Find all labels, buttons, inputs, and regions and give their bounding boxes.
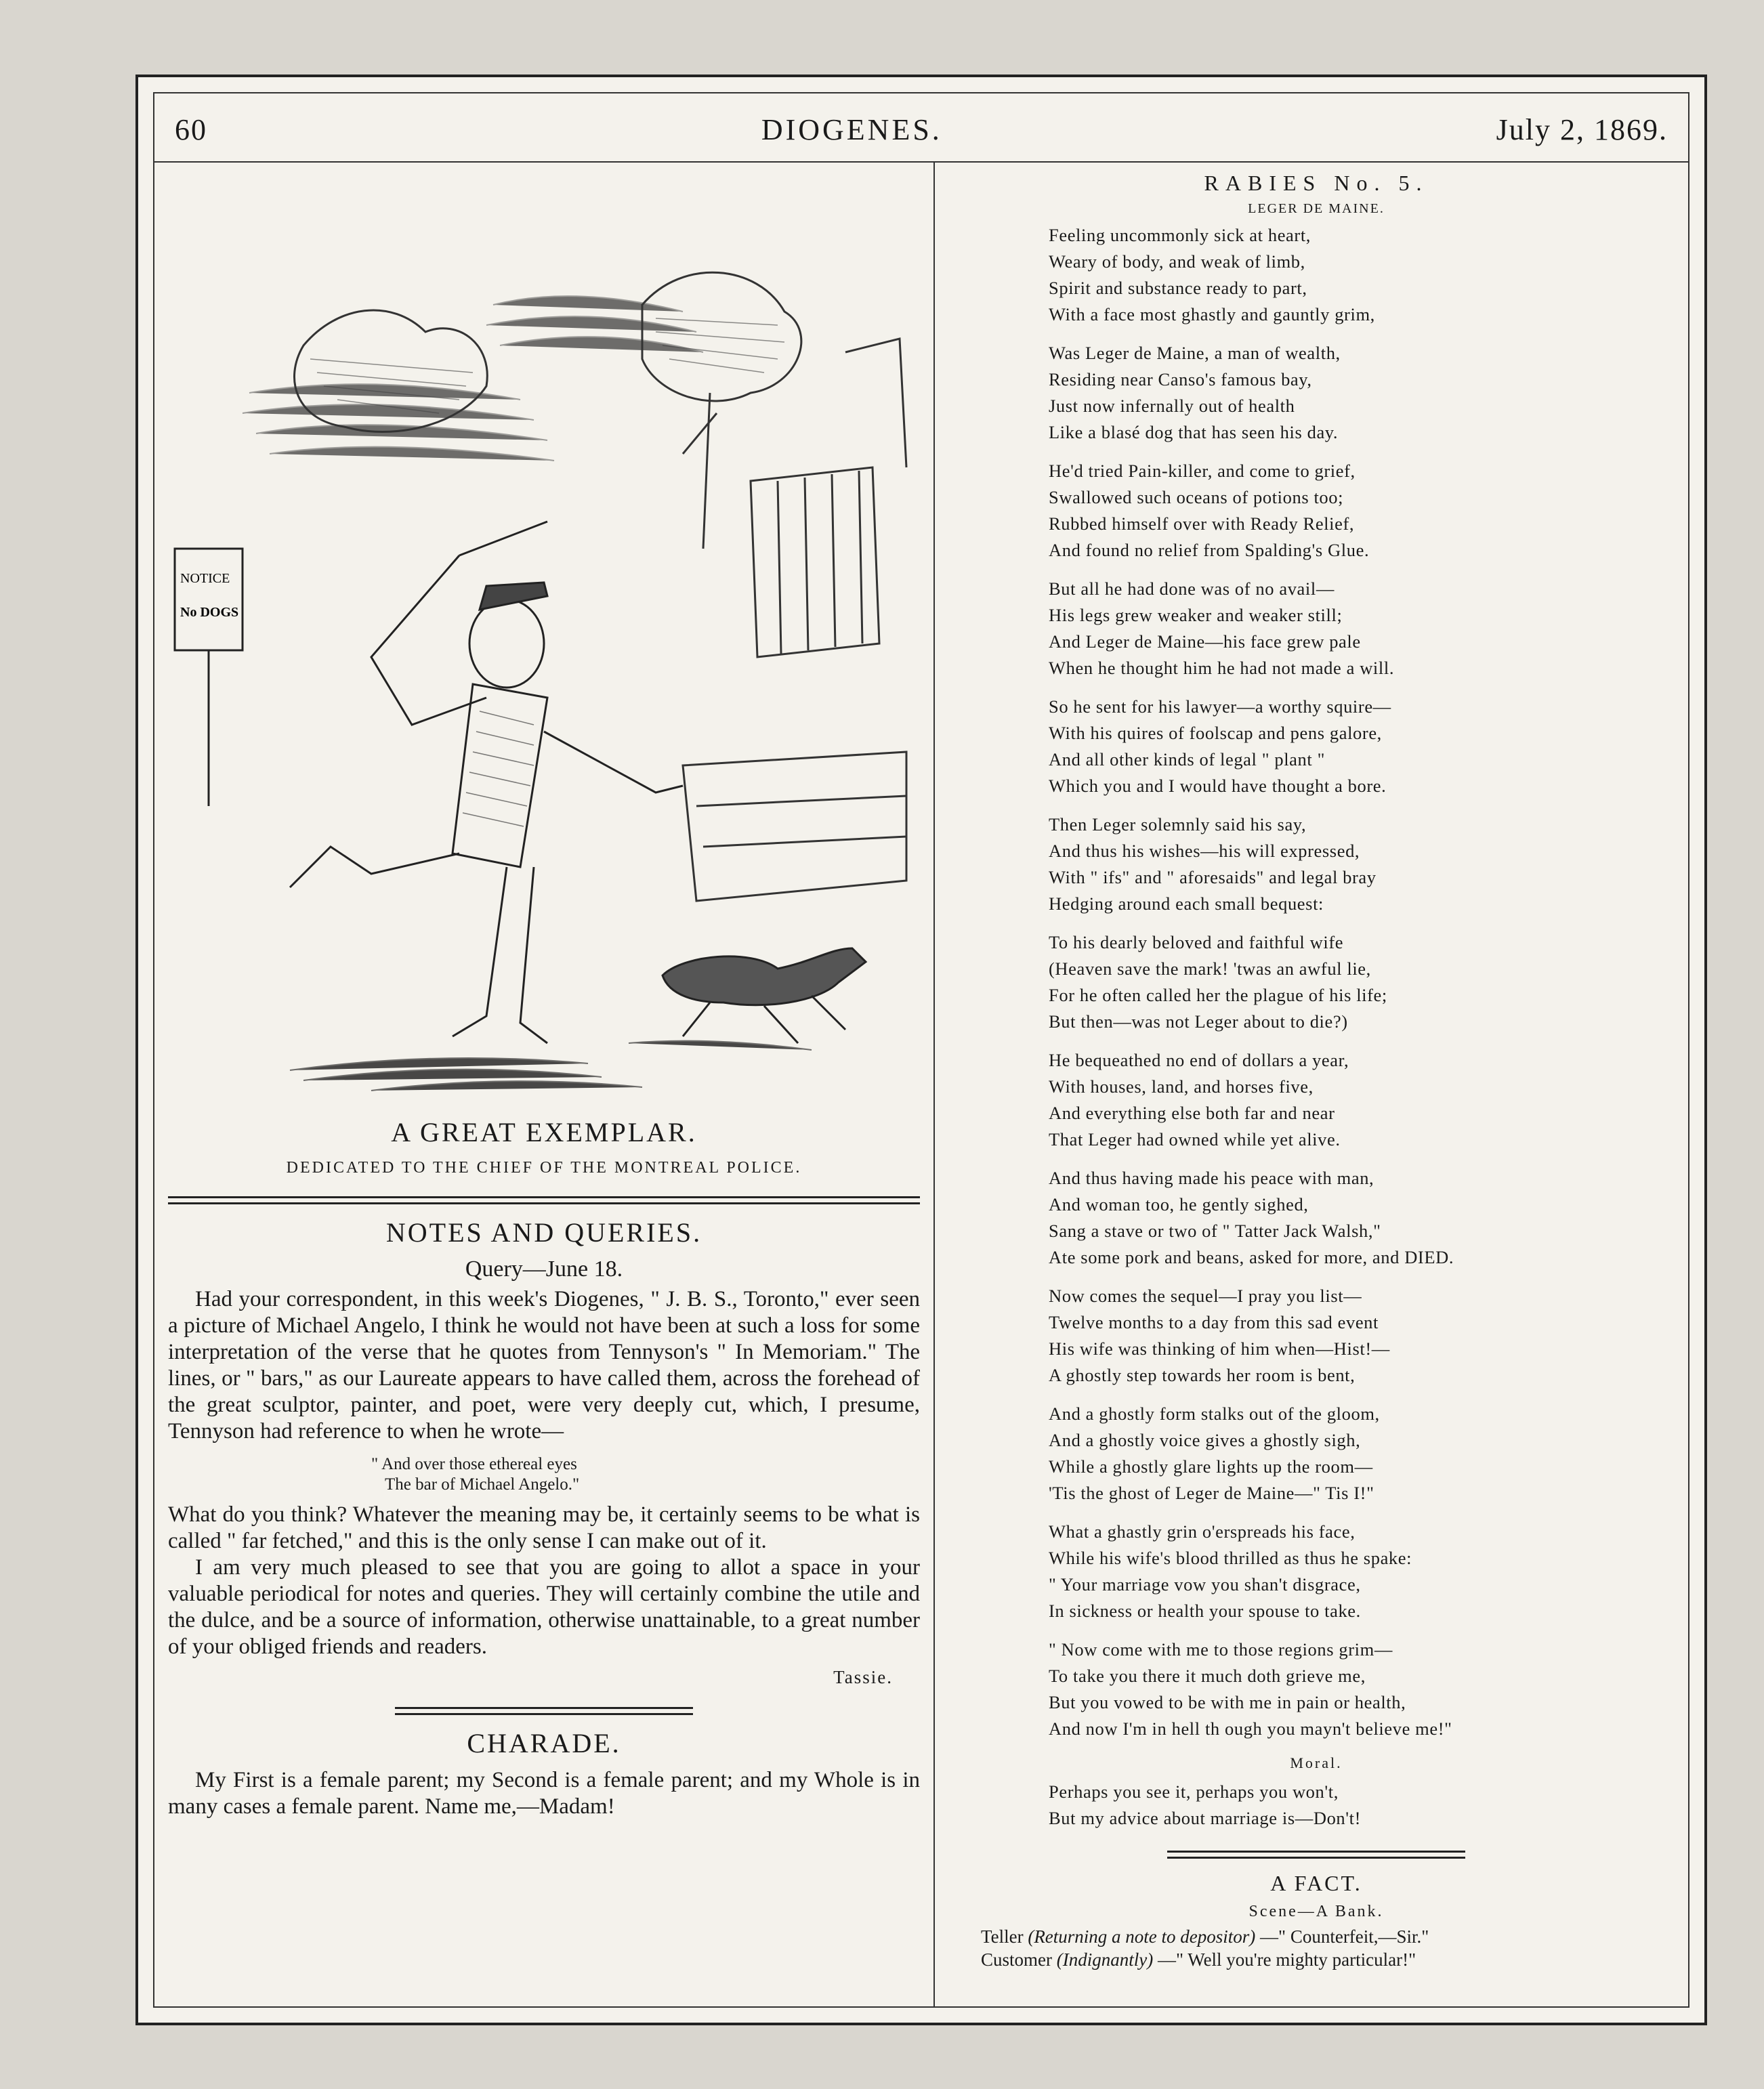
poem-line: And a ghostly form stalks out of the gloom, xyxy=(1049,1404,1380,1424)
speech: —" Counterfeit,—Sir." xyxy=(1260,1926,1429,1947)
poem-line: To take you there it much doth grieve me, xyxy=(1049,1666,1366,1686)
poem-line: A ghostly step towards her room is bent, xyxy=(1049,1365,1356,1385)
poem-line: But all he had done was of no avail— xyxy=(1049,578,1335,599)
poem-line: Now comes the sequel—I pray you list— xyxy=(1049,1286,1362,1306)
poem-line: What a ghastly grin o'erspreads his face, xyxy=(1049,1521,1356,1542)
notes-title: NOTES AND QUERIES. xyxy=(385,1217,702,1248)
poem-stanza xyxy=(1049,1401,1679,1506)
poem-line: He'd tried Pain-killer, and come to grief, xyxy=(1049,461,1356,481)
speech: —" Well you're mighty particular!" xyxy=(1157,1949,1416,1970)
poem-stanzas xyxy=(954,222,1679,1742)
poem-line: Perhaps you see it, perhaps you won't, xyxy=(1049,1781,1339,1802)
poem-line: " Your marriage vow you shan't disgrace, xyxy=(1049,1574,1361,1595)
poem-line: So he sent for his lawyer—a worthy squire— xyxy=(1049,696,1391,717)
poem-line: For he often called her the plague of his life; xyxy=(1049,985,1387,1005)
fact-line xyxy=(981,1948,1679,1971)
poem-stanza xyxy=(1049,1519,1679,1624)
fact-title: A FACT. xyxy=(1270,1871,1362,1895)
poem-line: Ate some pork and beans, asked for more, and DIED. xyxy=(1049,1247,1454,1267)
poem-line: Weary of body, and weak of limb, xyxy=(1049,251,1305,272)
page-header xyxy=(175,106,1668,153)
poem-line: His legs grew weaker and weaker still; xyxy=(1049,605,1343,625)
poem-line: Rubbed himself over with Ready Relief, xyxy=(1049,513,1355,534)
masthead-title: DIOGENES. xyxy=(761,112,942,146)
issue-date: July 2, 1869. xyxy=(1496,112,1668,146)
poem-line: With his quires of foolscap and pens galore, xyxy=(1049,723,1382,743)
poem-line: Was Leger de Maine, a man of wealth, xyxy=(1049,343,1341,363)
notes-paragraph: Had your correspondent, in this week's Diogenes, " J. B. S., Toronto," ever seen a picture of Michael Angelo, I think he would not have been at such a loss for some interpretation of the verse that he quotes from Tennyson's " In Memoriam." The lines, or " bars," as our Laureate appears to have called them, across the forehead of the great sculptor, painter, and poet, were very deeply cut, which, I presume, Tennyson had reference to when he wrote— xyxy=(168,1287,920,1443)
poem-stanza xyxy=(1049,340,1679,446)
poem-line: Just now infernally out of health xyxy=(1049,396,1295,416)
charade-title: CHARADE. xyxy=(467,1728,621,1758)
poem-line: Like a blasé dog that has seen his day. xyxy=(1049,422,1339,442)
poem-line: But my advice about marriage is—Don't! xyxy=(1049,1808,1362,1828)
left-column xyxy=(168,169,920,1820)
svg-text:No DOGS: No DOGS xyxy=(180,605,239,620)
poem-line: But you vowed to be with me in pain or health, xyxy=(1049,1692,1406,1712)
poem-line: In sickness or health your spouse to take. xyxy=(1049,1601,1361,1621)
speaker: Customer xyxy=(981,1949,1052,1970)
notes-body xyxy=(168,1286,920,1660)
poem-line: Residing near Canso's famous bay, xyxy=(1049,369,1312,389)
poem-line: While a ghostly glare lights up the room— xyxy=(1049,1456,1373,1477)
poem-line: His wife was thinking of him when—Hist!— xyxy=(1049,1338,1390,1359)
poem-stanza xyxy=(1049,694,1679,799)
poem-line: And thus his wishes—his will expressed, xyxy=(1049,841,1360,861)
header-rule xyxy=(154,161,1688,163)
poem-line: That Leger had owned while yet alive. xyxy=(1049,1129,1341,1149)
speaker: Teller xyxy=(981,1926,1024,1947)
notes-paragraph: I am very much pleased to see that you are going to allot a space in your valuable periodical for notes and queries. They will certainly combine the utile and the dulce, and be a source of information, otherwise unattainable, to a great number of your obliged friends and readers. xyxy=(168,1555,920,1659)
newspaper-page xyxy=(135,75,1707,2025)
poem-line: " Now come with me to those regions grim— xyxy=(1049,1639,1393,1660)
poem-stanza xyxy=(1049,929,1679,1035)
page-frame xyxy=(153,92,1689,2008)
poem-stanza xyxy=(1049,458,1679,564)
query-heading: Query—June 18. xyxy=(465,1257,623,1282)
poem-line: With houses, land, and horses five, xyxy=(1049,1076,1314,1097)
quote-line: The bar of Michael Angelo." xyxy=(385,1475,580,1494)
stage-direction: (Indignantly) xyxy=(1056,1949,1154,1970)
poem-title: RABIES No. 5. xyxy=(1204,171,1429,195)
poem-line: But then—was not Leger about to die?) xyxy=(1049,1011,1348,1032)
quote-line: " And over those ethereal eyes xyxy=(371,1455,577,1473)
quoted-verse xyxy=(371,1454,920,1495)
poem-line: And found no relief from Spalding's Glue. xyxy=(1049,540,1370,560)
notice-sign-text: NOTICE xyxy=(180,571,230,586)
poem-stanza xyxy=(1049,1165,1679,1271)
poem-stanza xyxy=(1049,1637,1679,1742)
poem-line: Hedging around each small bequest: xyxy=(1049,893,1324,914)
poem-line: And a ghostly voice gives a ghostly sigh, xyxy=(1049,1430,1361,1450)
poem-line: Twelve months to a day from this sad event xyxy=(1049,1312,1379,1332)
poem-line: And thus having made his peace with man, xyxy=(1049,1168,1374,1188)
poem-subtitle: LEGER DE MAINE. xyxy=(1248,201,1385,216)
right-column xyxy=(954,169,1679,1971)
poem-stanza xyxy=(1049,1047,1679,1153)
section-divider xyxy=(168,1196,920,1204)
illustration-caption: A GREAT EXEMPLAR. xyxy=(391,1117,697,1147)
poem-line: Then Leger solemnly said his say, xyxy=(1049,814,1307,835)
poem-line: And Leger de Maine—his face grew pale xyxy=(1049,631,1361,652)
fact-line xyxy=(981,1925,1679,1948)
fact-scene: Scene—A Bank. xyxy=(1248,1903,1384,1920)
charade-body xyxy=(168,1767,920,1820)
signature: Tassie. xyxy=(833,1667,893,1687)
poem-stanza xyxy=(1049,811,1679,917)
poem-line: Feeling uncommonly sick at heart, xyxy=(1049,225,1311,245)
poem-stanza xyxy=(1049,1283,1679,1389)
cartoon-illustration xyxy=(168,169,920,1111)
poem-line: And now I'm in hell th ough you mayn't believe me!" xyxy=(1049,1718,1452,1739)
illustration-dedication: DEDICATED TO THE CHIEF OF THE MONTREAL POLICE. xyxy=(286,1159,802,1177)
poem-line: Spirit and substance ready to part, xyxy=(1049,278,1307,298)
section-divider xyxy=(1167,1851,1465,1859)
poem-line: With " ifs" and " aforesaids" and legal bray xyxy=(1049,867,1377,887)
column-rule xyxy=(933,161,935,2006)
moral-stanza xyxy=(1049,1779,1679,1832)
poem-stanza xyxy=(1049,576,1679,681)
section-divider xyxy=(395,1707,693,1715)
stage-direction: (Returning a note to depositor) xyxy=(1028,1926,1256,1947)
poem-line: And all other kinds of legal " plant " xyxy=(1049,749,1325,769)
poem-line: When he thought him he had not made a will. xyxy=(1049,658,1395,678)
poem-line: To his dearly beloved and faithful wife xyxy=(1049,932,1344,952)
poem-line: Swallowed such oceans of potions too; xyxy=(1049,487,1344,507)
poem-line: While his wife's blood thrilled as thus he spake: xyxy=(1049,1548,1412,1568)
charade-text: My First is a female parent; my Second is a female parent; and my Whole is in many cases a female parent. Name me,—Madam! xyxy=(168,1768,920,1819)
poem-line: He bequeathed no end of dollars a year, xyxy=(1049,1050,1349,1070)
poem-line: 'Tis the ghost of Leger de Maine—" Tis I!" xyxy=(1049,1483,1374,1503)
poem-line: With a face most ghastly and gauntly grim, xyxy=(1049,304,1375,324)
page-number: 60 xyxy=(175,112,207,146)
poem-line: Which you and I would have thought a bore. xyxy=(1049,776,1387,796)
poem-stanza xyxy=(1049,222,1679,328)
poem-line: And woman too, he gently sighed, xyxy=(1049,1194,1309,1215)
poem-line: Sang a stave or two of " Tatter Jack Walsh," xyxy=(1049,1221,1381,1241)
moral-title: Moral. xyxy=(1290,1754,1343,1771)
notes-paragraph: What do you think? Whatever the meaning may be, it certainly seems to be what is called " far fetched," and this is the only sense I can make out of it. xyxy=(168,1502,920,1553)
poem-line: And everything else both far and near xyxy=(1049,1103,1335,1123)
poem-line: (Heaven save the mark! 'twas an awful lie, xyxy=(1049,958,1371,979)
